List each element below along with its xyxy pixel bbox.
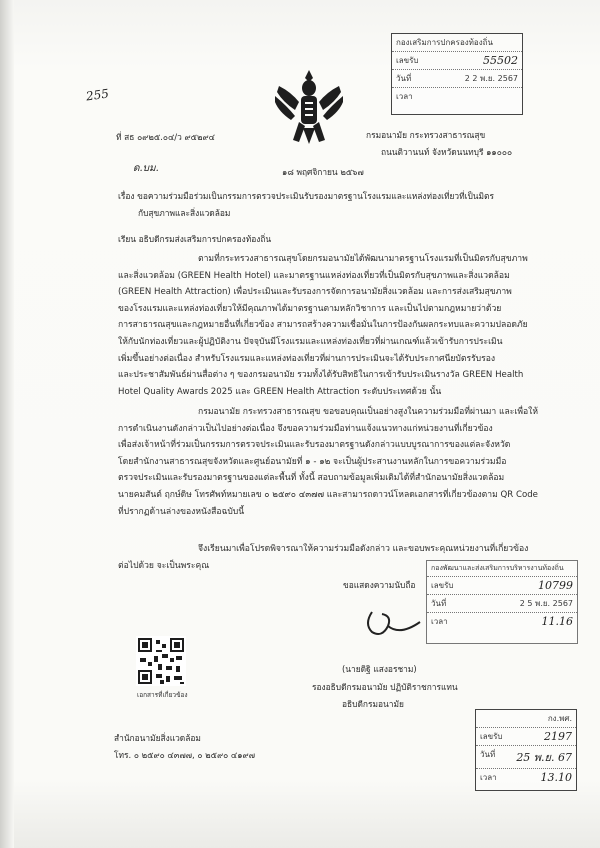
p1-line: ตามที่กระทรวงสาธารณสุขโดยกรมอนามัยได้พัฒนามาตรฐานโรงแรมที่เป็นมิตรกับสุขภาพ	[198, 254, 528, 264]
stamp-no-label: เลขรับ	[396, 56, 419, 65]
subject-continued: กับสุขภาพและสิ่งแวดล้อม	[138, 208, 231, 218]
qr-caption: เอกสารที่เกี่ยวข้อง	[137, 691, 188, 699]
stamp-date-label: วันที่	[480, 750, 496, 759]
qr-code-icon	[136, 636, 186, 686]
body-paragraph-1	[118, 251, 558, 400]
stamp-time-label: เวลา	[480, 773, 497, 782]
receipt-stamp-bottom	[475, 709, 577, 791]
subject-line: เรื่อง ขอความร่วมมือร่วมเป็นกรรมการตรวจประเมินรับรองมาตรฐานโรงแรมและแหล่งท่องเที่ยวที่เป็นมิตร	[118, 191, 494, 201]
org-name: กรมอนามัย กระทรวงสาธารณสุข	[366, 130, 486, 140]
p1-line: การสาธารณสุขและกฎหมายอื่นที่เกี่ยวข้อง สามารถสร้างความเชื่อมั่นในการป้องกันผลกระทบและความปลอดภัย	[118, 320, 528, 331]
stamp-no-value: 10799	[538, 579, 573, 592]
handwritten-mark: ด.บม.	[133, 163, 159, 174]
p3-line: จึงเรียนมาเพื่อโปรดพิจารณาให้ความร่วมมือดังกล่าว และขอบพระคุณหน่วยงานที่เกี่ยวข้อง	[198, 544, 529, 554]
stamp-date-label: วันที่	[396, 74, 412, 83]
stamp-date-value: 2 2 พ.ย. 2567	[464, 74, 518, 83]
stamp-no-value: 2197	[544, 730, 572, 743]
date-line: ๑๘ พฤศจิกายน ๒๕๖๗	[282, 167, 364, 177]
p1-line: เพิ่มขึ้นอย่างต่อเนื่อง สำหรับโรงแรมและแหล่งท่องเที่ยวที่ผ่านการประเมินจะได้รับประกาศนียบัตรรับรอง	[118, 353, 496, 364]
p3-line: ต่อไปด้วย จะเป็นพระคุณ	[118, 560, 210, 571]
footer-office: สำนักอนามัยสิ่งแวดล้อม	[114, 733, 201, 743]
stamp-time-value: 11.16	[541, 615, 573, 628]
signer-title-2: อธิบดีกรมอนามัย	[342, 699, 404, 709]
stamp-time-label: เวลา	[431, 617, 448, 626]
p1-line: และประชาสัมพันธ์ผ่านสื่อต่าง ๆ ของกรมอนามัย รวมทั้งได้รับสิทธิในการเข้ารับประเมินรางวัล GREEN Health	[118, 370, 524, 381]
p2-line: การดำเนินงานดังกล่าวเป็นไปอย่างต่อเนื่อง จึงขอความร่วมมือท่านแจ้งแนวทางแก่หน่วยงานที่เกี่ยวข้อง	[118, 423, 493, 434]
signer-name: (นายดิฐิ แสงอรชาม)	[342, 664, 417, 674]
stamp-date-label: วันที่	[431, 599, 447, 608]
footer-phone: โทร. ๐ ๒๕๙๐ ๔๓๗๗, ๐ ๒๕๙๐ ๔๑๙๗	[114, 750, 255, 760]
stamp-title: กองพัฒนาและส่งเสริมการบริหารงานท้องถิ่น	[431, 564, 564, 572]
margin-note: 255	[85, 86, 110, 104]
p2-line: กรมอนามัย กระทรวงสาธารณสุข ขอขอบคุณเป็นอย่างสูงในความร่วมมือที่ผ่านมา และเพื่อให้	[198, 407, 539, 417]
body-paragraph-2	[118, 404, 558, 520]
stamp-title: กง.พศ.	[547, 714, 572, 723]
receipt-stamp-middle	[426, 560, 578, 644]
p2-line: นายคมสันต์ ฤกษ์ดิษ โทรศัพท์หมายเลข ๐ ๒๕๙๐ ๔๓๗๗ และสามารถดาวน์โหลดเอกสารที่เกี่ยวข้องตาม QR Code	[118, 489, 538, 500]
closing-line: ขอแสดงความนับถือ	[343, 580, 416, 590]
stamp-date-value: 25 พ.ย. 67	[516, 751, 572, 764]
stamp-no-value: 55502	[483, 54, 518, 67]
org-address: ถนนติวานนท์ จังหวัดนนทบุรี ๑๑๐๐๐	[381, 147, 513, 157]
receipt-stamp-top	[391, 33, 523, 115]
signature-icon	[360, 602, 430, 642]
garuda-emblem-icon	[273, 66, 345, 146]
stamp-time-value: 13.10	[540, 771, 572, 784]
stamp-title: กองเสริมการปกครองท้องถิ่น	[396, 38, 493, 47]
document-number: ที่ สธ ๐๙๒๕.๐๔/ว ๙๕๒๙๔	[116, 132, 215, 142]
p1-line: ของโรงแรมและแหล่งท่องเที่ยวให้มีคุณภาพได้มาตรฐานตามหลักวิชาการ และเป็นไปตามกฎหมายว่าด้วย	[118, 303, 502, 314]
addressee: เรียน อธิบดีกรมส่งเสริมการปกครองท้องถิ่น	[118, 234, 272, 244]
p1-line: Hotel Quality Awards 2025 และ GREEN Health Attraction ระดับประเทศด้วย นั้น	[118, 386, 442, 397]
p1-line: และสิ่งแวดล้อม (GREEN Health Hotel) และมาตรฐานแหล่งท่องเที่ยวที่เป็นมิตรกับสุขภาพและสิ่งแวดล้อม	[118, 270, 510, 281]
p2-line: โดยสำนักงานสาธารณสุขจังหวัดและศูนย์อนามัยที่ ๑ - ๑๒ จะเป็นผู้ประสานงานหลักในการขอความร่วมมือ	[118, 456, 507, 467]
p2-line: ที่ปรากฏด้านล่างของหนังสือฉบับนี้	[118, 506, 245, 517]
stamp-no-label: เลขรับ	[431, 581, 454, 590]
scan-edge-shadow	[0, 0, 14, 848]
stamp-no-label: เลขรับ	[480, 732, 503, 741]
p1-line: ให้กับนักท่องเที่ยวและผู้ปฏิบัติงาน ปัจจุบันมีโรงแรมและแหล่งท่องเที่ยวที่ผ่านเกณฑ์แล้วเข้ารับการประเมิน	[118, 336, 503, 347]
p2-line: ตรวจประเมินและรับรองมาตรฐานของแต่ละพื้นที่ ทั้งนี้ สอบถามข้อมูลเพิ่มเติมได้ที่สำนักอนามัยสิ่งแวดล้อม	[118, 473, 505, 484]
p2-line: เพื่อส่งเจ้าหน้าที่ร่วมเป็นกรรมการตรวจประเมินและรับรองมาตรฐานดังกล่าวแบบบูรณาการของแต่ละจังหวัด	[118, 440, 511, 451]
stamp-time-label: เวลา	[396, 92, 413, 101]
signer-title-1: รองอธิบดีกรมอนามัย ปฏิบัติราชการแทน	[312, 682, 458, 692]
p1-line: (GREEN Health Attraction) เพื่อประเมินและรับรองการจัดการอนามัยสิ่งแวดล้อม และการส่งเสริมสุขภาพ	[118, 287, 512, 298]
stamp-date-value: 2 5 พ.ย. 2567	[519, 599, 573, 608]
